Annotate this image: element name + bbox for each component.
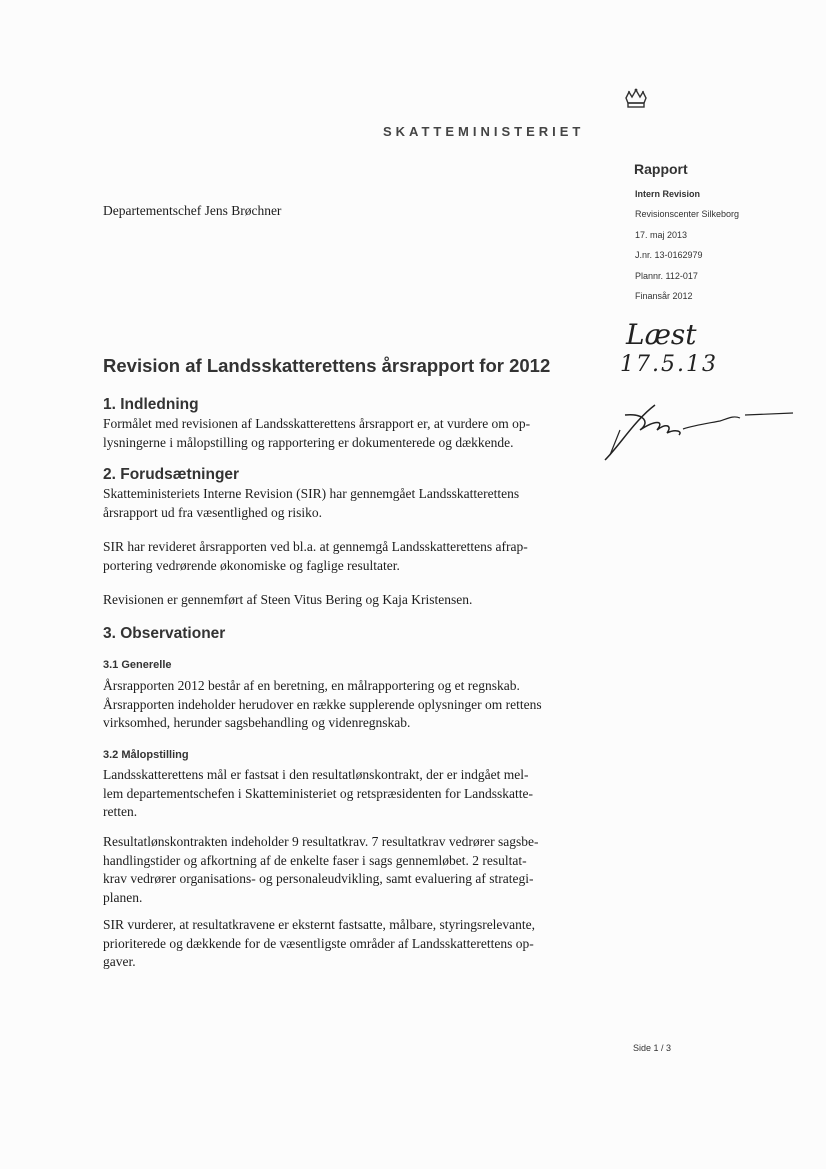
page-number: Side 1 / 3 [633, 1043, 672, 1053]
subsection-3-2-paragraph-3 [103, 916, 623, 972]
text-line: gaver. [103, 954, 136, 969]
section-3-heading: 3. Observationer [103, 625, 226, 642]
subsection-3-2-heading: 3.2 Målopstilling [103, 749, 189, 761]
text-line: prioriterede og dækkende for de væsentligste områder af Landsskatterettens op- [103, 935, 534, 951]
section-2-paragraph-1 [103, 485, 623, 522]
section-2-heading: 2. Forudsætninger [103, 466, 240, 483]
subsection-3-2-paragraph-1 [103, 766, 623, 822]
document-title: Revision af Landsskatterettens årsrapport for 2012 [103, 355, 551, 376]
section-2-paragraph-2 [103, 538, 623, 575]
meta-finansaar: Finansår 2012 [635, 291, 693, 301]
handwritten-note: Læst [626, 318, 697, 351]
meta-date: 17. maj 2013 [635, 230, 688, 240]
subsection-3-1-text [103, 677, 623, 733]
text-line: Årsrapporten indeholder herudover en række supplerende oplysninger om rettens [103, 696, 542, 712]
subsection-3-2-paragraph-2 [103, 833, 623, 907]
meta-jnr: J.nr. 13-0162979 [635, 250, 703, 260]
signature-image [595, 385, 795, 470]
text-line: portering vedrørende økonomiske og faglige resultater. [103, 557, 400, 573]
text-line: Revisionen er gennemført af Steen Vitus Bering og Kaja Kristensen. [103, 592, 473, 607]
section-1-heading: 1. Indledning [103, 396, 199, 413]
addressee: Departementschef Jens Brøchner [103, 203, 282, 218]
text-line: Formålet med revisionen af Landsskatterettens årsrapport er, at vurdere om op- [103, 416, 531, 431]
report-type: Rapport [634, 161, 688, 177]
text-line: lem departementschefen i Skatteministeriet og retspræsidenten for Landsskatte- [103, 785, 533, 801]
handwritten-date: 17.5.13 [620, 352, 718, 377]
text-line: Landsskatterettens mål er fastsat i den resultatlønskontrakt, der er indgået mel- [103, 767, 529, 782]
text-line: Resultatlønskontrakten indeholder 9 resultatkrav. 7 resultatkrav vedrører sagsbe- [103, 834, 539, 849]
text-line: Årsrapporten 2012 består af en beretning, en målrapportering og et regnskab. [103, 678, 520, 693]
meta-unit: Intern Revision [635, 189, 701, 199]
text-line: virksomhed, herunder sagsbehandling og videnregnskab. [103, 715, 411, 730]
text-line: handlingstider og afkortning af de enkelte faser i sags gennemløbet. 2 resultat- [103, 852, 527, 868]
text-line: SIR har revideret årsrapporten ved bl.a. at gennemgå Landsskatterettens afrap- [103, 539, 528, 554]
crown-logo-icon [622, 88, 650, 110]
text-line: krav vedrører organisations- og personaleudvikling, samt evaluering af strategi- [103, 871, 534, 886]
ministry-name: SKATTEMINISTERIET [383, 124, 585, 139]
section-1-text [103, 415, 623, 452]
meta-plannr: Plannr. 112-017 [635, 271, 698, 281]
section-2-paragraph-3 [103, 591, 623, 610]
text-line: planen. [103, 889, 143, 905]
text-line: SIR vurderer, at resultatkravene er eksternt fastsatte, målbare, styringsrelevante, [103, 917, 536, 932]
text-line: Skatteministeriets Interne Revision (SIR) har gennemgået Landsskatterettens [103, 486, 520, 501]
text-line: retten. [103, 804, 138, 819]
subsection-3-1-heading: 3.1 Generelle [103, 659, 172, 671]
text-line: lysningerne i målopstilling og rapportering er dokumenterede og dækkende. [103, 434, 514, 450]
meta-center: Revisionscenter Silkeborg [635, 209, 740, 219]
text-line: årsrapport ud fra væsentlighed og risiko. [103, 504, 322, 520]
